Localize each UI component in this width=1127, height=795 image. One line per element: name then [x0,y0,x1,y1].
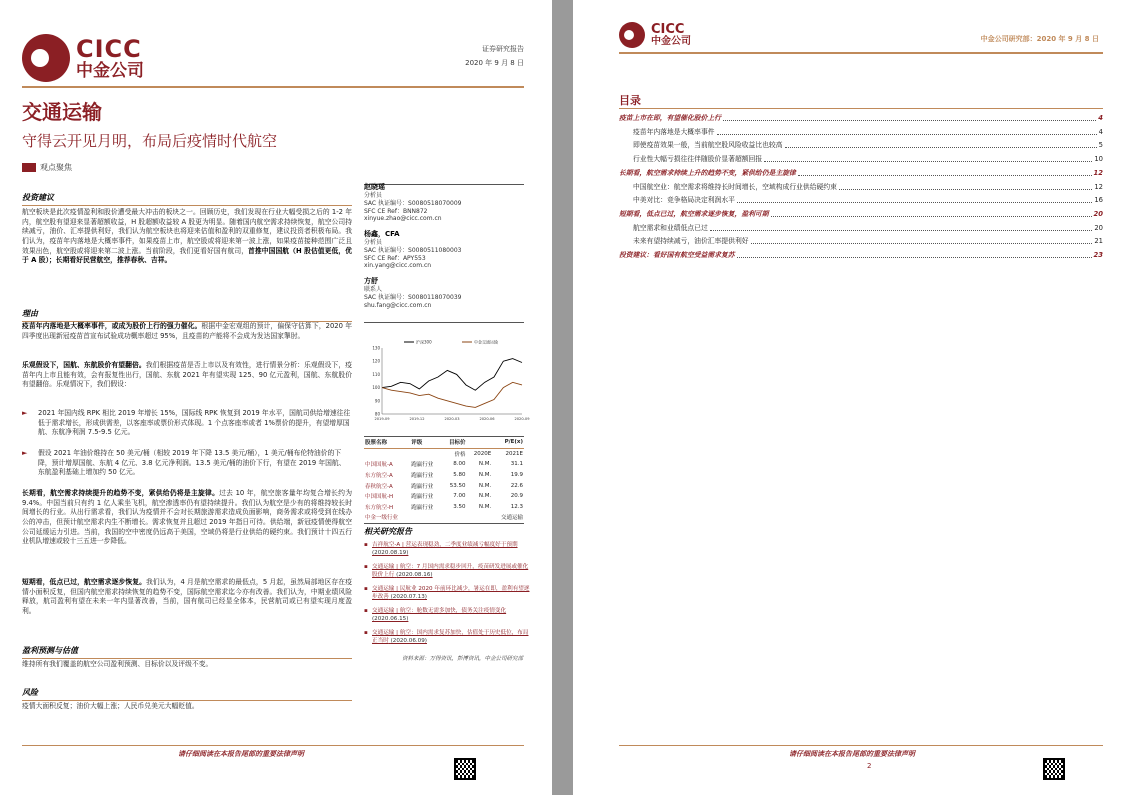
bullet-1-text: 2021 年国内线 RPK 相比 2019 年增长 15%，国际线 RPK 恢复到 2019 年水平，国航司供给增速往往低于需求增长，形成供需差，以客座率或票价形式体现。1 个点客座率或者 1%票价的提升，有望增厚国航、东航净利润 7.5-9.5 亿元。 [38,409,351,437]
stock-price: 53.50 [449,482,466,489]
logo-latin: CICC [76,34,142,63]
stock-pe-2020: N.M. [478,482,492,489]
analyst-sac: SAC 执证编号：S0080511080003 [364,246,462,254]
analyst-block-3 [364,277,524,309]
viewpoint-tag [22,162,72,173]
section-forecast: 盈利预测与估值 [22,645,352,659]
footer-disclaimer: 请仔细阅读在本报告尾部的重要法律声明 [789,750,915,758]
table-subheader-cell: 2020E [473,450,492,457]
toc-leader [751,238,1093,244]
table-row [364,459,524,470]
toc-item-page[interactable]: 4 [1098,128,1103,136]
x-tick-label: 2020-06 [479,417,495,421]
analyst-sfc: SFC CE Ref：BNN872 [364,207,428,215]
reason-paragraph-3 [22,489,352,547]
reason-4-text: 我们认为，4 月是航空需求的最低点，5 月起，虽然局部地区存在疫情小面积反复，但国内航空需求持续恢复的趋势不变，国际航空需求迄今亦有改善。我们认为，中期业绩风险释放，航司盈利有望在未来一年内显著改善，当前，国有航司已经显全体本，民营航司或已有望实现月度盈利。 [22,578,352,615]
reason-2-bold: 乐观假设下，国航、东航股价有望翻倍。 [22,361,146,369]
analyst-block-1 [364,183,524,223]
related-report-text[interactable]: 交通运输 | 民航业 2020 年前环比减少，暑运在即，盈利有望逐步改善 [372,586,530,600]
invest-paragraph [22,208,352,266]
toc-title: 目录 [619,94,641,107]
table-row [364,470,524,481]
related-report-text[interactable]: 吉祥航空-A | 营运表现稳劲，二季度业绩减亏幅度好于预期 [372,542,518,548]
table-row [364,480,524,491]
toc-item[interactable] [633,238,1103,245]
stock-name: 东方航空-A [365,473,393,480]
cicc-logo-mark-icon [619,22,645,48]
section-invest: 投资建议 [22,192,352,206]
toc-item-label[interactable]: 投资建议：看好国有航空受益需求复苏 [619,251,735,259]
cicc-logo [619,22,691,48]
stock-pe-2021: 22.6 [510,482,523,489]
page-header: 中金公司研究部：2020 年 9 月 8 日 [980,35,1099,43]
related-report-link[interactable] [372,542,532,557]
stock-price: 5.80 [453,472,466,479]
toc-leader [785,142,1097,148]
page-gap [552,0,573,795]
page-title: 交通运输 [22,100,102,124]
cicc-logo [22,34,144,82]
series-line-1 [382,382,522,407]
toc-item[interactable] [619,252,1103,259]
footer-rule [22,745,524,746]
rating-table [364,436,524,524]
stock-name: 中国国航-A [365,462,393,469]
toc-item[interactable] [633,129,1103,136]
toc-item-label[interactable]: 疫苗年内落地是大概率事件 [633,128,715,136]
toc-item[interactable] [633,142,1103,149]
toc-item-page[interactable]: 4 [1098,114,1103,122]
legend-label: 沪深300 [416,339,432,345]
invest-text: 航空板块是此次疫情盈利和股价遭受最大冲击的板块之一。回顾历史，我们发现在行业大幅受损之后的 1-2 年内，航空股有望迎来显著超额收益，H 股超额收益较 A 股更为明显。随着国内航空需求持续恢复，航空公司持续减亏，油价、汇率提供利好，我们认为航空板块也将迎来估值和盈利的双重修复，建议投资者积极布局。我们认为，疫苗年内落地是大概率事件，如果疫苗上市，航空股或将迎来第一波上涨，如果疫苗接种范围广泛且效果出色，航空股或将迎来第二波上涨。当前阶段，我们更看好国有航司， [22,208,352,255]
analyst-role: 分析员 [364,239,383,247]
tag-label: 观点聚焦 [40,163,72,172]
toc-item-page[interactable]: 16 [1094,196,1103,204]
toc-leader [710,225,1093,231]
toc-leader [737,197,1092,203]
reason-1-text: 根据中金宏观组的预计，偏保守估算下，2020 年四季度出现新冠疫苗首宣布试验成功概率超过 95%，且疫苗的产能将不会成为发达国家掣肘。 [22,322,352,340]
stock-price: 7.00 [453,493,466,500]
toc-item[interactable] [633,184,1103,191]
reason-2-text: 我们根据疫苗是否上市以及有效性，进行情景分析：乐观假设下，疫苗年内上市且能有效，会有报复性出行，国航、东航 2021 年有望实现 125、90 亿元盈利，国航、东航股价有望翻倍。乐观情况下，我们假设： [22,361,353,389]
toc-item-label[interactable]: 未来有望持续减亏，油价汇率提供利好 [633,237,749,245]
reason-paragraph-1 [22,322,352,341]
logo-latin: CICC [651,22,685,37]
related-report-link[interactable] [372,586,532,601]
stock-rating: 跑赢行业 [411,473,434,480]
toc-leader [764,156,1092,162]
sidebar-rule [364,322,524,323]
report-page-2 [573,0,1127,795]
related-report-date: (2020.06.09) [390,637,427,644]
y-tick-label: 90 [374,398,380,404]
analyst-email[interactable]: xin.yang@cicc.com.cn [364,262,432,270]
stock-name: 东方航空-H [365,504,394,511]
table-row [364,502,524,513]
section-reason: 理由 [22,308,352,322]
table-row [364,491,524,502]
x-tick-label: 2019-09 [374,417,390,421]
legend-label: 中金交通运输 [474,339,498,345]
analyst-role: 联系人 [364,286,383,294]
reason-1-bold: 疫苗年内落地是大概率事件，或成为股价上行的强力催化。 [22,322,202,330]
analyst-block-2 [364,230,524,270]
tag-square-icon [22,163,36,172]
stock-pe-2020: N.M. [478,493,492,500]
footer-rule [619,745,1103,746]
stock-name: 中国国航-H [365,494,394,501]
analyst-email[interactable]: xinyue.zhao@cicc.com.cn [364,215,442,223]
analyst-sac: SAC 执证编号：S0080518070009 [364,199,462,207]
industry-label: 交通运输 [500,515,523,522]
header-rule [619,52,1103,54]
x-tick-label: 2019-12 [409,417,425,421]
reason-3-text: 过去 10 年，航空旅客量年均复合增长约为 9.4%。中国当前只有约 1 亿人乘坐飞机，航空渗透率仍有望持续提升。我们认为航空是少有的将维持较长时间增长的行业。从出行需求看，我们认为疫情并不会对长期旅游需求造成负面影响，商务需求或将受到在线办公的冲击，但预计航空需求内生不断增长。需求恢复并且超过 2019 年指日可待。供给端，新冠疫情使得航空公司延缓运力引进。当前，我国的空中密度仍远高于美国，空域仍将是行业供给的硬约束。我们预计十四五行业机队增速或较十三五进一步降低。 [22,489,352,546]
table-header-cell: 股票名称 [365,440,388,447]
chart-legend [404,339,498,345]
toc-item-page[interactable]: 12 [1093,169,1103,177]
stock-rating: 跑赢行业 [411,483,434,490]
toc-item-page[interactable]: 23 [1093,251,1103,259]
header-rule [22,86,524,88]
source-note: 资料来源：万得资讯，彭博资讯，中金公司研究部 [402,656,524,662]
reason-4-bold: 短期看，低点已过，航空需求逐步恢复。 [22,578,147,586]
table-header-cell: 评级 [411,440,423,447]
analyst-role: 分析员 [364,192,383,200]
bullet-2-text: 假设 2021 年油价维持在 50 美元/桶（相较 2019 年下降 13.5 美元/桶），1 美元/桶布伦特油价的下降，预计增厚国航、东航 4 亿元、3.8 亿元净利润。13.5 美元/桶的油价下行，有望在 2019 年国航、东航盈利基础上增加约 50 亿元。 [38,449,346,477]
analyst-name: 方舒 [364,277,378,285]
related-report-date: (2020.08.19) [372,549,409,556]
page-subtitle: 守得云开见月明，布局后疫情时代航空 [22,132,278,150]
toc-item-label[interactable]: 中美对比：竞争格局决定利润水平 [633,196,735,204]
toc-item-label[interactable]: 行业性大幅亏损往往伴随股价显著超额回报 [633,155,763,163]
toc-leader [839,184,1092,190]
toc-item[interactable] [633,197,1103,204]
logo-cn: 中金公司 [76,60,144,81]
related-reports-title: 相关研究报告 [364,527,412,536]
toc-item[interactable] [633,156,1103,163]
chart-lines [382,359,522,408]
toc-item[interactable] [633,225,1103,232]
qr-code-icon [454,758,476,780]
forecast-paragraph: 维持所有我们覆盖的航空公司盈利预测、目标价以及评级不变。 [22,660,213,668]
toc-item-page[interactable]: 10 [1094,155,1103,163]
toc-item[interactable] [619,211,1103,218]
related-report-link[interactable] [372,608,532,623]
y-tick-label: 100 [372,385,380,391]
series-line-0 [382,359,522,391]
bullet-item-2 [22,449,352,478]
toc-item-label[interactable]: 航空需求和业绩低点已过 [633,224,708,232]
toc-item[interactable] [619,115,1103,122]
stock-price: 8.00 [453,461,466,468]
toc-item-page[interactable]: 21 [1094,237,1103,245]
toc-item-label[interactable]: 即使疫苗效果一般，当前航空股风险收益比也较高 [633,141,783,149]
stock-pe-2020: N.M. [478,503,492,510]
stock-rating: 跑赢行业 [411,504,434,511]
analyst-email[interactable]: shu.fang@cicc.com.cn [364,301,432,309]
related-report-link[interactable] [372,630,532,645]
related-report-date: (2020.08.16) [396,571,433,578]
related-report-date: (2020.06.15) [372,615,409,622]
qr-code-icon [1043,758,1065,780]
toc-leader [771,211,1092,217]
related-report-text[interactable]: 交通运输 | 航空：国内需求复苏加快，估值处于历史低位，布局正当时 [372,630,529,644]
related-report-text[interactable]: 交通运输 | 航空：舱数无需多加快，债务关注疫情变化 [372,608,507,614]
x-tick-label: 2020-09 [514,417,530,421]
y-tick-label: 110 [372,371,380,377]
table-subheader-cell: 2021E [505,450,523,457]
toc-rule [619,108,1103,109]
analyst-name: 赵晓瑶 [364,183,385,191]
table-header-cell: P/E(x) [504,439,523,446]
y-tick-label: 80 [374,411,380,417]
stock-pe-2021: 20.9 [510,493,523,500]
bullet-item-1 [22,409,352,438]
related-report-date: (2020.07.13) [390,593,427,600]
reason-paragraph-4 [22,578,352,617]
logo-cn: 中金公司 [651,36,691,47]
toc-item-label[interactable]: 短期看，低点已过，航空需求逐步恢复，盈利可期 [619,210,769,218]
stock-pe-2021: 31.1 [510,461,523,468]
table-header-row [364,437,524,449]
report-date: 2020 年 9 月 8 日 [465,59,524,67]
related-report-link[interactable] [372,564,532,579]
toc-item-page[interactable]: 20 [1094,224,1103,232]
bullet-arrow-icon: ► [22,409,28,417]
toc-leader [798,170,1092,176]
stock-rating: 跑赢行业 [411,462,434,469]
y-tick-label: 120 [372,358,380,364]
table-header-cell: 目标价 [448,440,466,447]
stock-pe-2021: 12.3 [510,503,523,510]
toc-item-label[interactable]: 中国航空业：航空需求将维持长时间增长，空域构成行业供给硬约束 [633,183,837,191]
stock-pe-2021: 19.9 [510,472,523,479]
cicc-logo-mark-icon [22,34,70,82]
reason-3-bold: 长期看，航空需求持续提升的趋势不变，紧供给仍将是主旋律。 [22,489,220,497]
section-risk: 风险 [22,687,352,701]
toc-leader [723,115,1096,121]
report-type: 证券研究报告 [482,45,524,53]
toc-item-label[interactable]: 长期看，航空需求持续上升的趋势不变，紧供给仍是主旋律 [619,169,796,177]
analyst-sfc: SFC CE Ref：APY553 [364,254,426,262]
toc-item[interactable] [619,170,1103,177]
stock-price: 3.50 [453,503,466,510]
chart-axes [372,346,530,422]
stock-name: 中金一级行业 [365,515,399,522]
stock-name: 春秋航空-A [365,483,393,490]
toc-leader [737,252,1092,258]
table-subheader-row [364,448,524,459]
footer-disclaimer: 请仔细阅读在本报告尾部的重要法律声明 [178,750,304,758]
table-row [364,512,524,523]
toc-item-label[interactable]: 疫苗上市在即，有望催化股价上行 [619,114,721,122]
toc-item-page[interactable]: 5 [1098,141,1103,149]
toc-item-page[interactable]: 20 [1093,210,1103,218]
stock-rating: 跑赢行业 [411,494,434,501]
stock-pe-2020: N.M. [478,461,492,468]
analyst-name: 杨鑫，CFA [364,230,400,238]
page-number: 2 [867,762,872,770]
x-tick-label: 2020-03 [444,417,460,421]
stock-pe-2020: N.M. [478,472,492,479]
related-report-text[interactable]: 交通运输 | 航空：7 月国内需求稳步回升，疫苗研发进展或催化股价上行 [372,564,529,578]
y-tick-label: 130 [372,345,380,351]
toc-leader [717,129,1097,135]
risk-paragraph: 疫情大面积反复；油价大幅上涨；人民币兑美元大幅贬值。 [22,702,199,710]
analyst-sac: SAC 执证编号：S0080118070039 [364,293,462,301]
reason-paragraph-2 [22,361,352,390]
invest-bold: 首推中国国航（H 股估值更低，优于 A 股）；长期看好民营航空，推荐春秋、吉祥。 [22,246,352,265]
bullet-arrow-icon: ► [22,449,28,457]
report-page-1 [0,0,552,795]
table-subheader-cell: 价格 [454,451,466,458]
index-performance-chart [364,336,528,428]
toc-item-page[interactable]: 12 [1094,183,1103,191]
